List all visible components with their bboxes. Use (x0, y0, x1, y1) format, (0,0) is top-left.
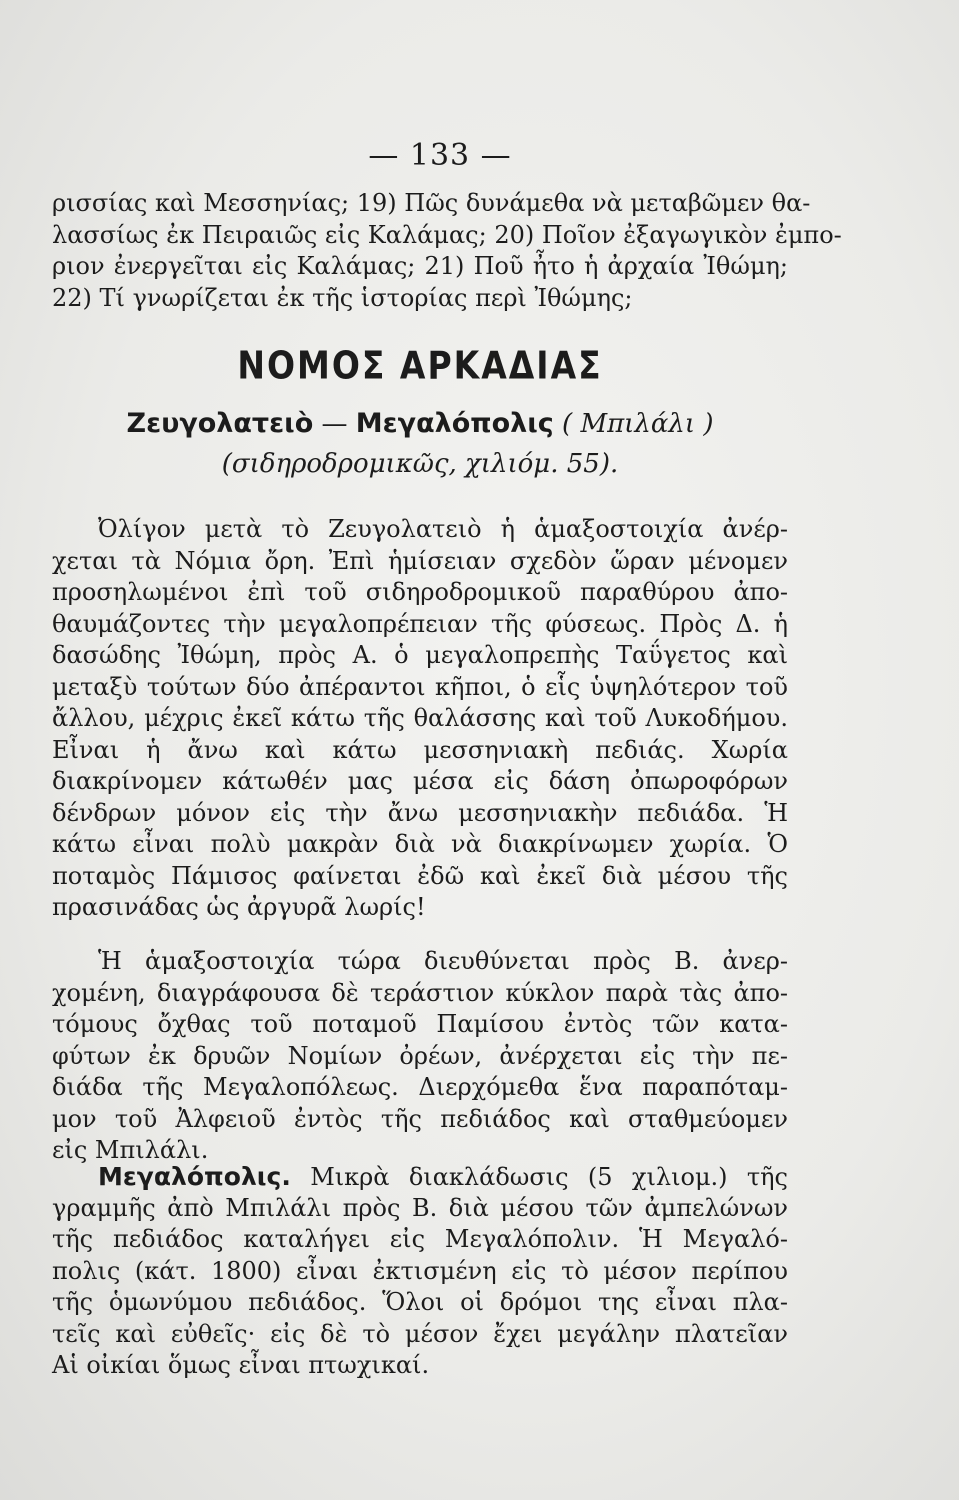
text-line: μεταξὺ τούτων δύο ἀπέραντοι κῆποι, ὁ εἷς ὑψηλότερον τοῦ (52, 672, 788, 701)
text-line: χομένη, διαγράφουσα δὲ τεράστιον κύκλον παρὰ τὰς ἀπο- (52, 978, 788, 1007)
text-line: ἄλλου, μέχρις ἐκεῖ κάτω τῆς θαλάσσης καὶ τοῦ Λυκοδήμου. (52, 704, 788, 732)
text-line: κάτω εἶναι πολὺ μακρὰν διὰ νὰ διακρίνωμεν χωρία. Ὁ (52, 830, 788, 858)
page-number: — 133 — (368, 138, 512, 173)
text-line: χεται τὰ Νόμια ὄρη. Ἐπὶ ἡμίσειαν σχεδὸν ὥραν μένομεν (52, 546, 788, 575)
text-line: τόμους ὄχθας τοῦ ποταμοῦ Παμίσου ἐντὸς τῶν κατα- (52, 1010, 788, 1038)
text-line: φύτων ἐκ δρυῶν Νομίων ὀρέων, ἀνέρχεται εἰς τὴν πε- (52, 1041, 788, 1070)
text-line: τῆς ὁμωνύμου πεδιάδος. Ὅλοι οἱ δρόμοι της εἶναι πλα- (52, 1288, 788, 1316)
text-line: πρασινάδας ὡς ἀργυρᾶ λωρίς! (52, 893, 426, 921)
text-line: 22) Τί γνωρίζεται ἐκ τῆς ἱστορίας περὶ Ἰθώμης; (52, 283, 633, 312)
text-line: δένδρων μόνον εἰς τὴν ἄνω μεσσηνιακὴν πεδιάδα. Ἡ (52, 798, 788, 827)
route-dash: — (321, 409, 348, 439)
route-header (0, 404, 840, 484)
run-in-text: Μικρὰ διακλάδωσις (5 χιλιομ.) τῆς (310, 1163, 788, 1191)
text-line: τεῖς καὶ εὐθεῖς· εἰς δὲ τὸ μέσον ἔχει μεγάλην πλατεῖαν (52, 1319, 788, 1348)
section-title: ΝΟΜΟΣ ΑΡΚΑΔΙΑΣ (237, 343, 603, 388)
paragraph-2 (52, 946, 788, 1167)
route-header-line-1 (0, 404, 840, 444)
text-line: εἰς Μπιλάλι. (52, 1136, 209, 1164)
text-line: ριον ἐνεργεῖται εἰς Καλάμας; 21) Ποῦ ἦτο ἡ ἀρχαία Ἰθώμη; (52, 252, 788, 280)
text-line (52, 1161, 788, 1193)
text-line: τῆς πεδιάδος καταλήγει εἰς Μεγαλόπολιν. Ἡ Μεγαλό- (52, 1225, 788, 1253)
route-note: ( Μπιλάλι ) (562, 409, 714, 439)
text-line: προσηλωμένοι ἐπὶ τοῦ σιδηροδρομικοῦ παραθύρου ἀπο- (52, 578, 788, 606)
route-header-line-2: (σιδηροδρομικῶς, χιλιόμ. 55). (221, 449, 619, 479)
text-line: γραμμῆς ἀπὸ Μπιλάλι πρὸς Β. διὰ μέσου τῶν ἀμπελώνων (52, 1193, 788, 1222)
route-from: Ζευγολατειὸ (126, 408, 314, 439)
text-line: Ἡ ἁμαξοστοιχία τώρα διευθύνεται πρὸς Β. ἀνερ- (98, 947, 788, 975)
text-line: Ὀλίγον μετὰ τὸ Ζευγολατειὸ ἡ ἁμαξοστοιχία ἀνέρ- (98, 515, 788, 543)
text-line: πολις (κάτ. 1800) εἶναι ἐκτισμένη εἰς τὸ μέσον περίπου (52, 1256, 788, 1285)
run-in-heading: Μεγαλόπολις. (98, 1162, 291, 1191)
route-to: Μεγαλόπολις (355, 408, 554, 439)
text-line: μον τοῦ Ἀλφειοῦ ἐντὸς τῆς πεδιάδος καὶ σταθμεύομεν (52, 1104, 788, 1133)
text-line: Αἱ οἰκίαι ὅμως εἶναι πτωχικαί. (52, 1351, 430, 1379)
paragraph-1 (52, 514, 788, 924)
text-line: Εἶναι ἡ ἄνω καὶ κάτω μεσσηνιακὴ πεδιάς. Χωρία (52, 735, 788, 764)
text-line: ρισσίας καὶ Μεσσηνίας; 19) Πῶς δυνάμεθα νὰ μεταβῶμεν θα- (52, 189, 811, 217)
text-line: διακρίνομεν κάτωθέν μας μέσα εἰς δάση ὀπωροφόρων (52, 767, 788, 795)
text-line: ποταμὸς Πάμισος φαίνεται ἐδῶ καὶ ἐκεῖ διὰ μέσου τῆς (52, 861, 788, 890)
text-line: δασώδης Ἰθώμη, πρὸς Α. ὁ μεγαλοπρεπὴς Ταΰγετος καὶ (52, 641, 788, 669)
text-line: λασσίως ἐκ Πειραιῶς εἰς Καλάμας; 20) Ποῖον ἐξαγωγικὸν ἐμπο- (52, 220, 842, 249)
text-line: διάδα τῆς Μεγαλοπόλεως. Διερχόμεθα ἕνα παραπόταμ- (52, 1073, 788, 1101)
paragraph-3 (52, 1161, 788, 1382)
text-line: θαυμάζοντες τὴν μεγαλοπρέπειαν τῆς φύσεως. Πρὸς Δ. ἡ (52, 609, 788, 638)
questions-paragraph (52, 188, 842, 314)
